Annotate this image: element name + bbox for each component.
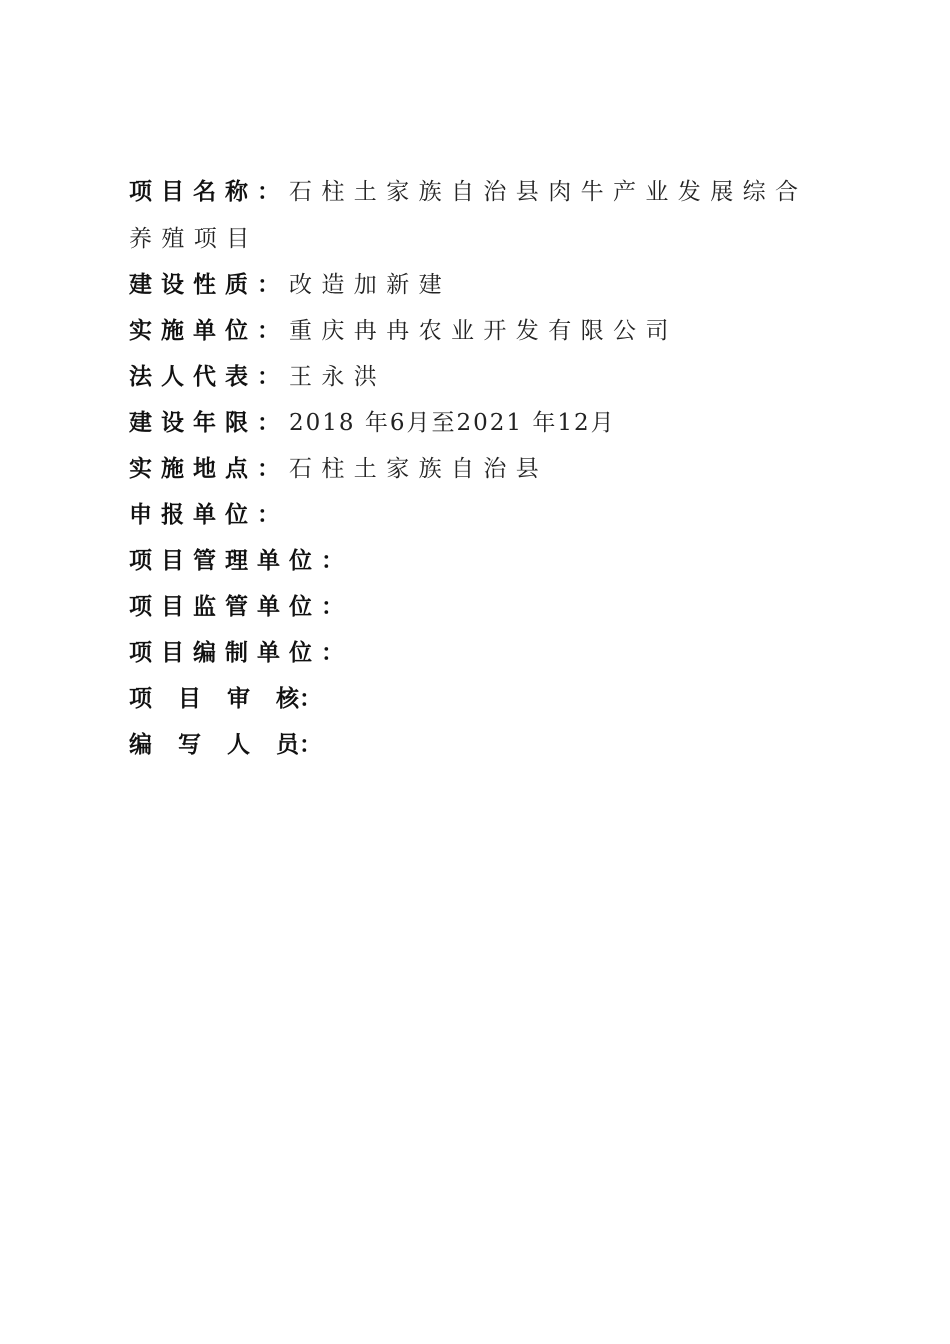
supervision-unit-label: 项目监管单位： — [129, 594, 353, 620]
implementing-unit-row — [129, 308, 829, 354]
implementing-unit-value: 重庆冉冉农业开发有限公司 — [289, 318, 678, 344]
writer-label — [129, 722, 325, 768]
construction-period-value: 2018 年6月至2021 年12月 — [289, 410, 616, 436]
legal-representative-value: 王永洪 — [289, 364, 387, 390]
applicant-unit-label: 申报单位： — [129, 502, 289, 528]
construction-period-label: 建设年限： — [129, 410, 289, 436]
writer-char-4: 员： — [276, 732, 322, 758]
project-name-value: 石柱土家族自治县肉牛产业发展综合 — [289, 179, 808, 205]
implementation-site-value: 石柱土家族自治县 — [289, 456, 549, 482]
project-name-continuation-row — [129, 216, 829, 262]
implementation-site-label: 实施地点： — [129, 456, 289, 482]
management-unit-row — [129, 538, 829, 584]
compiling-unit-label: 项目编制单位： — [129, 640, 353, 666]
review-char-4: 核： — [276, 686, 322, 712]
implementation-site-row — [129, 446, 829, 492]
writer-char-2: 写 — [178, 732, 201, 758]
legal-representative-label: 法人代表： — [129, 364, 289, 390]
construction-period-row — [129, 400, 829, 446]
construction-nature-label: 建设性质： — [129, 272, 289, 298]
project-review-label — [129, 676, 325, 722]
construction-nature-value: 改造加新建 — [289, 272, 451, 298]
review-char-1: 项 — [129, 686, 152, 712]
project-info-list — [129, 168, 829, 768]
construction-nature-row — [129, 262, 829, 308]
compiling-unit-row — [129, 630, 829, 676]
review-char-3: 审 — [227, 686, 250, 712]
applicant-unit-row — [129, 492, 829, 538]
writer-char-3: 人 — [227, 732, 250, 758]
project-name-row — [129, 168, 829, 216]
project-name-value-continued: 养殖项目 — [129, 226, 259, 252]
writer-row — [129, 722, 829, 768]
supervision-unit-row — [129, 584, 829, 630]
project-review-row — [129, 676, 829, 722]
implementing-unit-label: 实施单位： — [129, 318, 289, 344]
project-name-label: 项目名称： — [129, 179, 289, 205]
management-unit-label: 项目管理单位： — [129, 548, 353, 574]
legal-representative-row — [129, 354, 829, 400]
writer-char-1: 编 — [129, 732, 152, 758]
review-char-2: 目 — [178, 686, 201, 712]
